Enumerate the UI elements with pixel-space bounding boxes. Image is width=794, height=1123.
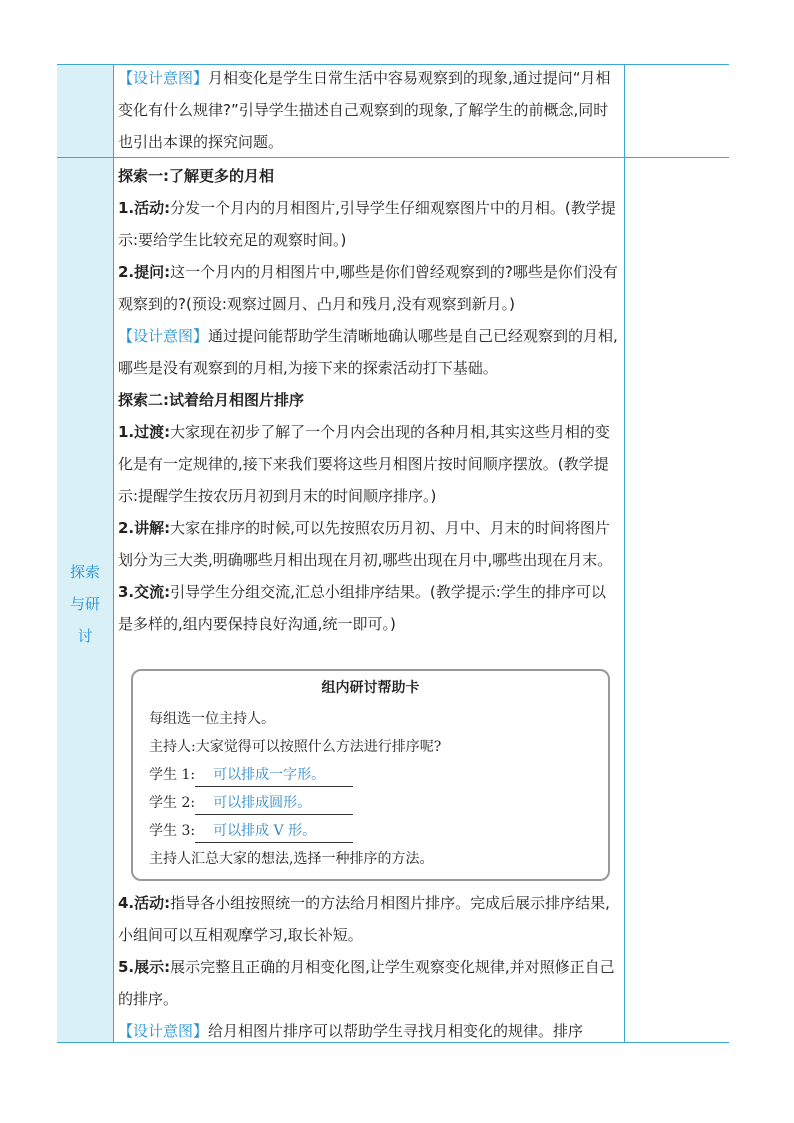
student-3-line [149,817,592,845]
student-3-answer: 可以排成 V 形。 [195,820,353,843]
design-intent-block-1 [118,62,620,158]
explore2-item3-label: 3.交流: [118,583,171,601]
student-2-line [149,789,592,817]
after-item4-label: 4.活动: [118,894,171,912]
explore1-title: 探索一:了解更多的月相 [118,167,274,185]
explore2-item2-text: 大家在排序的时候,可以先按照农历月初、月中、月末的时间将图片划分为三大类,明确哪些月相出现在月初,哪些出现在月中,哪些出现在月末。 [118,519,613,569]
after-intent [118,1015,620,1047]
explore1-item1-label: 1.活动: [118,199,171,217]
explore1-intent-tag: 【设计意图】 [118,327,209,345]
explore-content [118,160,620,640]
after-intent-text: 给月相图片排序可以帮助学生寻找月相变化的规律。排序 [208,1022,584,1040]
section-label-part-2: 与研 [69,595,100,613]
table-col-divider-right [624,64,625,1042]
student-1-line [149,761,592,789]
explore1-item2-text: 这一个月内的月相图片中,哪些是你们曾经观察到的?哪些是你们没有观察到的?(预设:观察过圆月、凸月和残月,没有观察到新月。) [118,263,618,313]
explore1-intent-text: 通过提问能帮助学生清晰地确认哪些是自己已经观察到的月相,哪些是没有观察到的月相,为接下来的探索活动打下基础。 [118,327,618,377]
after-item4 [118,887,620,951]
card-body [133,705,608,873]
card-line-last: 主持人汇总大家的想法,选择一种排序的方法。 [149,851,434,867]
after-item5 [118,951,620,1015]
section-label-part-3: 讨 [77,627,93,645]
section-label [57,556,113,652]
explore1-item1-text: 分发一个月内的月相图片,引导学生仔细观察图片中的月相。(教学提示:要给学生比较充足的观察时间。) [118,199,616,249]
student-2-label: 学生 2: [149,795,196,811]
explore1-item1 [118,192,620,256]
section-label-part-1: 探索 [69,563,100,581]
explore1-item2-label: 2.提问: [118,263,171,281]
design-intent-tag: 【设计意图】 [118,69,209,87]
explore2-item1-label: 1.过渡: [118,423,171,441]
explore2-item3-text: 引导学生分组交流,汇总小组排序结果。(教学提示:学生的排序可以是多样的,组内要保持良好沟通,统一即可。) [118,583,606,633]
card-line-1: 每组选一位主持人。 [149,711,275,727]
after-item5-text: 展示完整且正确的月相变化图,让学生观察变化规律,并对照修正自己的排序。 [118,958,615,1008]
discussion-help-card [131,669,610,881]
after-card-content [118,887,620,1047]
card-title: 组内研讨帮助卡 [321,680,420,696]
design-intent-paragraph [118,62,620,158]
explore2-item1 [118,416,620,512]
student-3-label: 学生 3: [149,823,196,839]
design-intent-text: 月相变化是学生日常生活中容易观察到的现象,通过提问“月相变化有什么规律?”引导学生描述自己观察到的现象,了解学生的前概念,同时也引出本课的探究问题。 [118,69,611,151]
explore2-item2 [118,512,620,576]
after-intent-tag: 【设计意图】 [118,1022,209,1040]
explore2-title: 探索二:试着给月相图片排序 [118,391,304,409]
after-item5-label: 5.展示: [118,958,171,976]
explore2-item2-label: 2.讲解: [118,519,171,537]
student-2-answer: 可以排成圆形。 [195,792,353,815]
explore1-item2 [118,256,620,320]
left-column-top [57,65,113,157]
card-line-2: 主持人:大家觉得可以按照什么方法进行排序呢? [149,739,442,755]
explore2-item3 [118,576,620,640]
table-col-divider-left [113,64,114,1042]
student-1-answer: 可以排成一字形。 [195,764,353,787]
student-1-label: 学生 1: [149,767,196,783]
after-item4-text: 指导各小组按照统一的方法给月相图片排序。完成后展示排序结果,小组间可以互相观摩学习,取长补短。 [118,894,610,944]
explore1-intent [118,320,620,384]
explore2-item1-text: 大家现在初步了解了一个月内会出现的各种月相,其实这些月相的变化是有一定规律的,接下来我们要将这些月相图片按时间顺序摆放。(教学提示:提醒学生按农历月初到月末的时间顺序排序。) [118,423,610,505]
